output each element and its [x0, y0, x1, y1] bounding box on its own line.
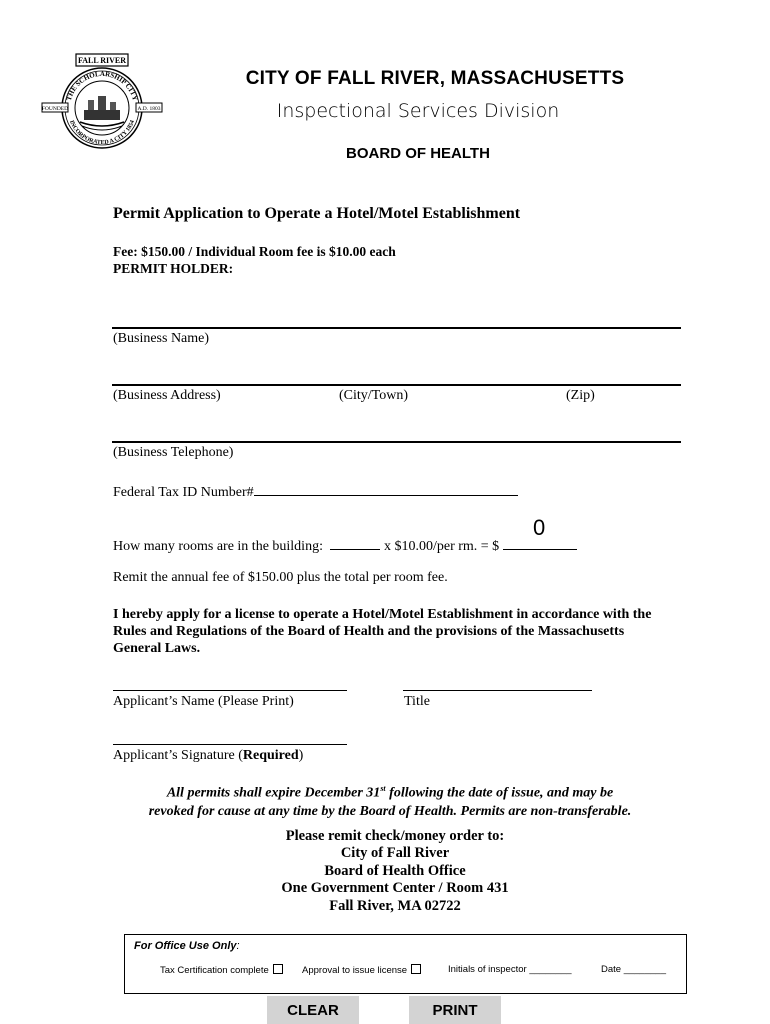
- office-date[interactable]: Date ________: [601, 964, 666, 975]
- business-address-label: (Business Address): [113, 388, 221, 403]
- city-title: CITY OF FALL RIVER, MASSACHUSETTS: [245, 68, 625, 89]
- expiration-line-2: revoked for cause at any time by the Board of Health. Permits are non-transferable.: [148, 803, 632, 819]
- approval-item: [302, 964, 421, 976]
- tax-certification-item: [160, 964, 283, 976]
- form-title: Permit Application to Operate a Hotel/Motel Establishment: [113, 205, 521, 222]
- business-telephone-field[interactable]: [112, 441, 681, 443]
- rooms-row: [113, 535, 577, 555]
- seal-top-text: FALL RIVER: [77, 56, 127, 65]
- business-name-field[interactable]: [112, 327, 681, 329]
- title-label: Title: [404, 694, 430, 709]
- remit-line: One Government Center / Room 431: [281, 880, 509, 897]
- seal-bottom-text: INCORPORATED A CITY 1854: [67, 119, 137, 147]
- city-town-label: (City/Town): [339, 388, 409, 403]
- signature-label: [113, 748, 303, 764]
- office-use-box: [124, 934, 687, 994]
- federal-tax-row: [113, 481, 518, 501]
- remit-line: Board of Health Office: [324, 862, 466, 879]
- signature-required: Required: [242, 748, 299, 763]
- business-name-label: (Business Name): [113, 331, 210, 346]
- tax-certification-checkbox[interactable]: [273, 964, 283, 974]
- title-field[interactable]: [403, 690, 592, 691]
- clear-button[interactable]: CLEAR: [267, 996, 359, 1024]
- seal-left-text: FOUNDED: [41, 106, 69, 112]
- remit-line: Fall River, MA 02722: [329, 897, 461, 914]
- remit-line: Please remit check/money order to:: [285, 828, 505, 844]
- applicant-name-label: Applicant’s Name (Please Print): [113, 694, 294, 709]
- signature-field[interactable]: [113, 744, 347, 745]
- rooms-count-input[interactable]: [330, 535, 380, 550]
- seal-right-text: A.D. 1803: [137, 106, 161, 112]
- zip-label: (Zip): [566, 388, 595, 403]
- rooms-rate-label: x $10.00/per rm. = $: [383, 539, 500, 554]
- fee-text: Fee: $150.00 / Individual Room fee is $10.00 each: [113, 244, 396, 259]
- svg-text:INCORPORATED A CITY 1854: [68, 120, 136, 146]
- approval-checkbox[interactable]: [411, 964, 421, 974]
- remit-note: Remit the annual fee of $150.00 plus the total per room fee.: [113, 570, 448, 585]
- declaration-text: I hereby apply for a license to operate a Hotel/Motel Establishment in accordance with the Rules and Regulations of the Board of Health and the provisions of the Massachusetts General Laws.: [113, 607, 652, 656]
- permit-holder-label: PERMIT HOLDER:: [113, 261, 234, 276]
- rooms-total-field[interactable]: 0: [533, 515, 546, 540]
- division-subtitle: Inspectional Services Division: [276, 100, 560, 122]
- signature-label-close: ): [298, 748, 304, 763]
- office-use-title: For Office Use Only:: [134, 940, 240, 952]
- tax-certification-label: Tax Certification complete: [160, 965, 269, 976]
- remit-address-block: [0, 828, 770, 915]
- expiration-sup: st: [380, 784, 386, 793]
- expiration-line-1: All permits shall expire December 31st following the date of issue, and may be: [166, 784, 614, 801]
- board-title: BOARD OF HEALTH: [346, 145, 490, 162]
- print-button[interactable]: PRINT: [409, 996, 501, 1024]
- rooms-label: How many rooms are in the building:: [113, 539, 323, 554]
- signature-label-text: Applicant’s Signature (: [113, 748, 243, 763]
- approval-label: Approval to issue license: [302, 965, 408, 976]
- business-telephone-label: (Business Telephone): [113, 445, 234, 460]
- federal-tax-input[interactable]: [254, 481, 518, 496]
- seal-ring-text: THE SCHOLARSHIP CITY: [64, 69, 140, 102]
- inspector-initials[interactable]: Initials of inspector ________: [448, 964, 572, 975]
- remit-line: City of Fall River: [340, 845, 450, 862]
- business-address-field[interactable]: [112, 384, 681, 386]
- expiration-notice: [100, 780, 680, 821]
- federal-tax-label: Federal Tax ID Number#: [113, 485, 254, 500]
- applicant-name-field[interactable]: [113, 690, 347, 691]
